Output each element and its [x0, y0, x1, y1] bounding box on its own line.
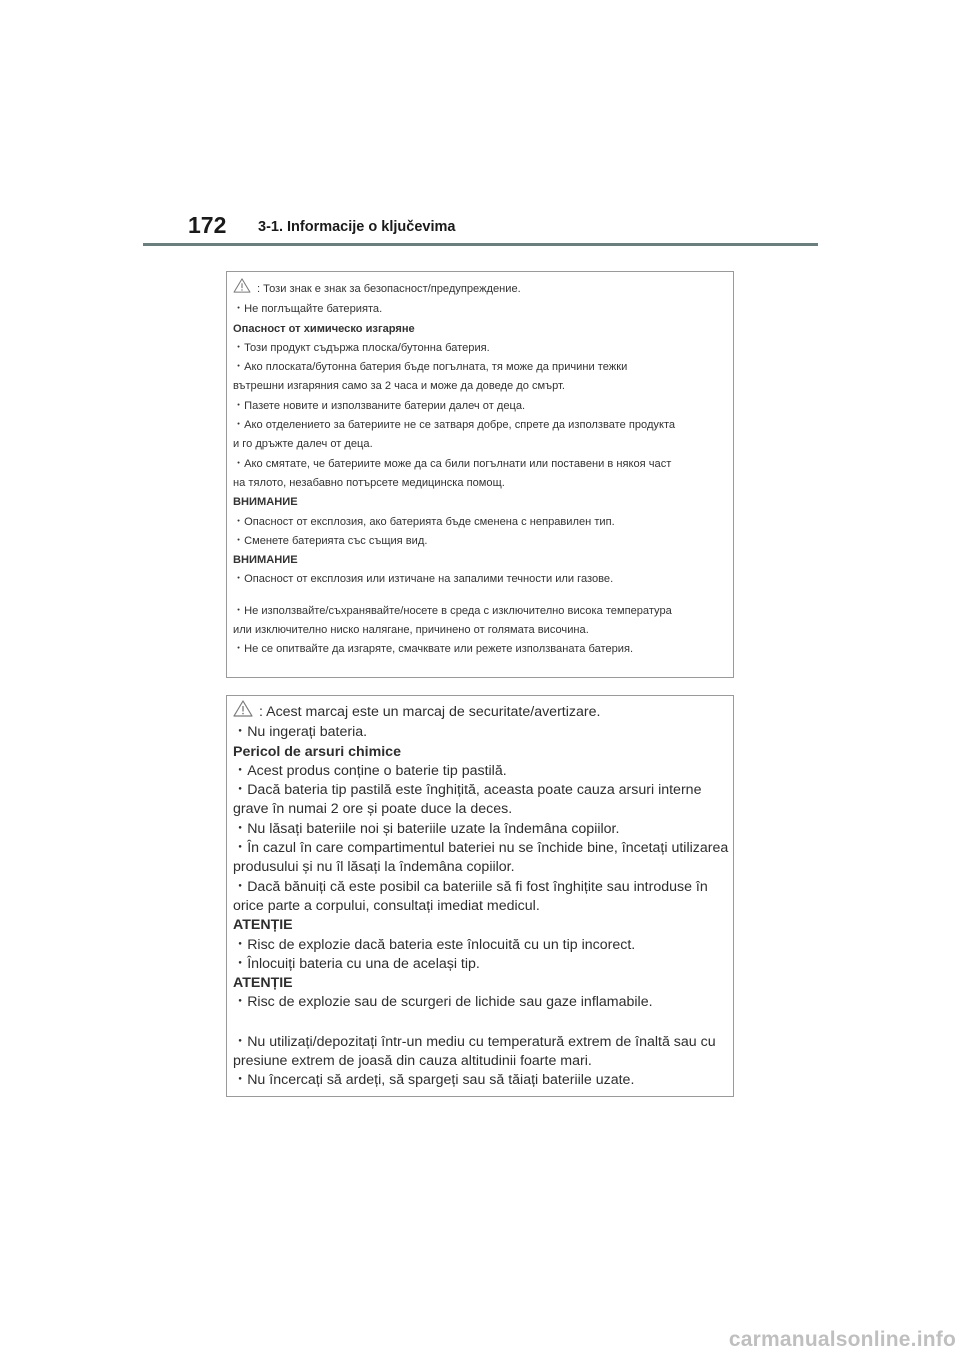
watermark: carmanualsonline.info	[728, 1328, 956, 1351]
line-text: ・Nu lăsați bateriile noi și bateriile uzate la îndemâna copiilor.	[233, 820, 620, 837]
warning-text-line	[233, 762, 733, 781]
line-text: grave în numai 2 ore și poate duce la deces.	[233, 801, 513, 818]
line-text: ・Ако плоската/бутонна батерия бъде погълната, тя може да причини тежки	[233, 361, 628, 374]
line-text: ・Dacă bănuiți că este posibil ca bateriile să fi fost înghițite sau introduse în	[233, 878, 708, 895]
warning-heading	[233, 916, 733, 935]
line-text: ・Опасност от експлозия, ако батерията бъде сменена с неправилен тип.	[233, 515, 615, 528]
warning-text-line	[233, 936, 733, 955]
line-text: ・Înlocuiți bateria cu una de același tip.	[233, 955, 480, 972]
line-text: на тялото, незабавно потърсете медицинска помощ.	[233, 476, 505, 489]
line-text: вътрешни изгаряния само за 2 часа и може да доведе до смърт.	[233, 380, 565, 393]
warning-text-line	[233, 993, 733, 1012]
warning-triangle-icon	[233, 278, 251, 300]
warning-text-line	[233, 1052, 733, 1071]
warning-text-line	[233, 858, 733, 877]
line-text: ATENȚIE	[233, 917, 293, 934]
warning-text-line	[233, 723, 733, 742]
warning-triangle-icon	[233, 700, 253, 723]
line-text: ・În cazul în care compartimentul bateriei nu se închide bine, încetați utilizarea	[233, 840, 729, 857]
line-text: или изключително ниско налягане, причинено от голямата височина.	[233, 624, 589, 637]
paragraph-gap	[233, 1013, 733, 1033]
warning-text-line	[233, 897, 733, 916]
line-text: : Този знак е знак за безопасност/предупреждение.	[257, 283, 521, 295]
warning-heading	[233, 493, 733, 512]
warning-text-line	[233, 1071, 733, 1090]
warning-box-bulgarian	[226, 271, 734, 678]
line-text: ・Не се опитвайте да изгаряте, смачквате или режете използваната батерия.	[233, 643, 634, 656]
warning-text-line	[233, 621, 733, 640]
line-text: ВНИМАНИЕ	[233, 496, 298, 509]
warning-heading	[233, 551, 733, 570]
paragraph-gap	[233, 590, 733, 602]
warning-text-line	[233, 455, 733, 474]
warning-heading	[233, 974, 733, 993]
warning-text-line	[233, 781, 733, 800]
line-text: ・Опасност от експлозия или изтичане на запалими течности или газове.	[233, 573, 614, 586]
line-text: ・Не поглъщайте батерията.	[233, 303, 383, 316]
line-text: Опасност от химическо изгаряне	[233, 322, 415, 335]
line-text: ・Nu utilizați/depozitați într-un mediu cu temperatură extrem de înaltă sau cu	[233, 1033, 716, 1050]
warning-text-line	[233, 820, 733, 839]
line-text: orice parte a corpului, consultați imediat medicul.	[233, 897, 540, 914]
line-text: : Acest marcaj este un marcaj de securitate/avertizare.	[259, 704, 601, 720]
line-text: ・Acest produs conține o baterie tip pastilă.	[233, 762, 507, 779]
line-text: ВНИМАНИЕ	[233, 554, 298, 567]
warning-heading	[233, 320, 733, 339]
line-text: ・Този продукт съдържа плоска/бутонна батерия.	[233, 341, 490, 354]
warning-text-line	[233, 532, 733, 551]
warning-text-line	[233, 474, 733, 493]
line-text: ・Nu ingerați bateria.	[233, 724, 368, 741]
line-text: ・Ако отделението за батериите не се затваря добре, спрете да използвате продукта	[233, 419, 676, 432]
line-text: ・Dacă bateria tip pastilă este înghițită, aceasta poate cauza arsuri interne	[233, 782, 702, 799]
warning-text-line	[233, 358, 733, 377]
warning-text-line	[233, 339, 733, 358]
warning-text-line	[233, 878, 733, 897]
line-text: Pericol de arsuri chimice	[233, 743, 401, 760]
line-text: ・Nu încercați să ardeți, să spargeți sau să tăiați bateriile uzate.	[233, 1072, 635, 1089]
warning-legend-line	[233, 278, 733, 300]
line-text: ・Risc de explozie dacă bateria este înlocuită cu un tip incorect.	[233, 936, 636, 953]
header-rule	[143, 243, 818, 246]
line-text: ・Ако смятате, че батериите може да са били погълнати или поставени в някоя част	[233, 457, 672, 470]
warning-legend-line	[233, 700, 733, 723]
warning-text-line	[233, 435, 733, 454]
warning-text-line	[233, 377, 733, 396]
line-text: ・Пазете новите и използваните батерии далеч от деца.	[233, 399, 526, 412]
line-text: presiune extrem de joasă din cauza altitudinii foarte mari.	[233, 1053, 592, 1070]
warning-text-line	[233, 416, 733, 435]
page-number: 172	[188, 212, 227, 238]
warning-text-line	[233, 570, 733, 589]
warning-text-line	[233, 640, 733, 659]
warning-text-line	[233, 955, 733, 974]
line-text: ATENȚIE	[233, 975, 293, 992]
warning-heading	[233, 743, 733, 762]
warning-text-line	[233, 839, 733, 858]
line-text: и го дръжте далеч от деца.	[233, 438, 373, 451]
line-text: produsului și nu îl lăsați la îndemâna copiilor.	[233, 859, 515, 876]
warning-text-line	[233, 397, 733, 416]
line-text: ・Сменете батерията със същия вид.	[233, 534, 428, 547]
warning-text-line	[233, 513, 733, 532]
line-text: ・Risc de explozie sau de scurgeri de lichide sau gaze inflamabile.	[233, 994, 653, 1011]
section-title: 3-1. Informacije o ključevima	[258, 219, 456, 235]
warning-text-line	[233, 602, 733, 621]
line-text: ・Не използвайте/съхранявайте/носете в среда с изключително висока температура	[233, 604, 672, 617]
warning-box-romanian	[226, 695, 734, 1097]
warning-text-line	[233, 800, 733, 819]
warning-text-line	[233, 1033, 733, 1052]
warning-text-line	[233, 300, 733, 319]
